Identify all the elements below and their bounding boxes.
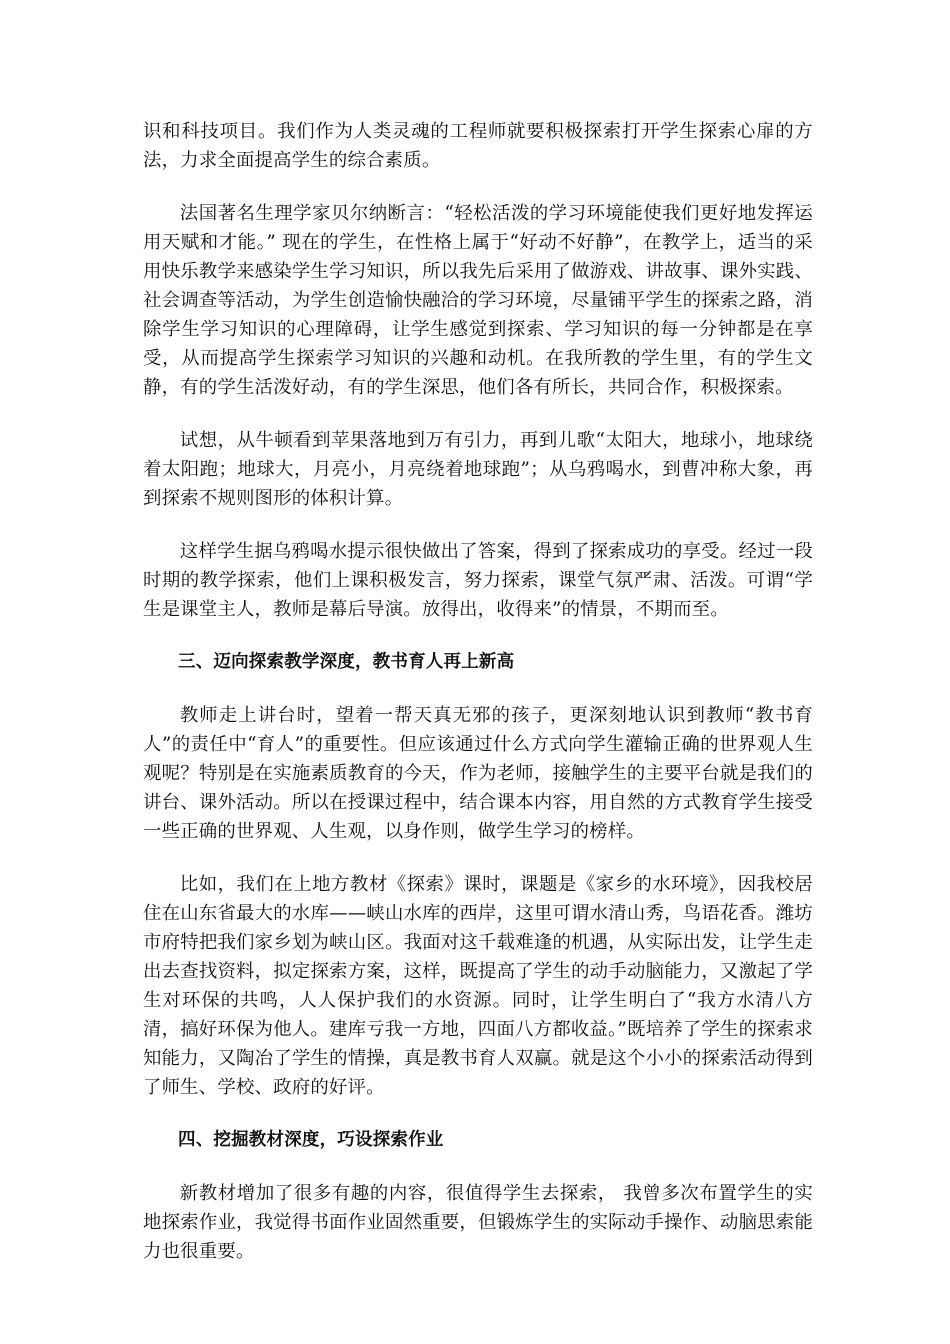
paragraph-teacher-role: 教师走上讲台时，望着一帮天真无邪的孩子，更深刻地认识到教师“教书育人”的责任中“育人”的重要性。但应该通过什么方式向学生灌输正确的世界观人生观呢？特别是在实施素质教育的今天，作为老师，接触学生的主要平台就是我们的讲台、课外活动。所以在授课过程中，结合课本内容，用自然的方式教育学生接受一些正确的世界观、人生观，以身作则，做学生学习的榜样。 xyxy=(143,705,813,842)
paragraph-water-environment: 比如，我们在上地方教材《探索》课时，课题是《家乡的水环境》，因我校居住在山东省最大的水库——峡山水库的西岸，这里可谓水清山秀，鸟语花香。潍坊市府特把我们家乡划为峡山区。我面对这千载难逢的机遇，从实际出发，让学生走出去查找资料，拟定探索方案，这样，既提高了学生的动手动脑能力，又激起了学生对环保的共鸣，人人保护我们的水资源。同时，让学生明白了“我方水清八方清，搞好环保为他人。建库亏我一方地，四面八方都收益。”既培养了学生的探索求知能力，又陶冶了学生的情操，真是教书育人双赢。就是这个小小的探索活动得到了师生、学校、政府的好评。 xyxy=(143,874,813,1098)
document-body xyxy=(143,117,813,1290)
paragraph-bernard-quote: 法国著名生理学家贝尔纳断言：“轻松活泼的学习环境能使我们更好地发挥运用天赋和才能。” 现在的学生，在性格上属于“好动不好静”，在教学上，适当的采用快乐教学来感染学生学习知识，所以我先后采用了做游戏、讲故事、课外实践、社会调查等活动，为学生创造愉快融洽的学习环境，尽量铺平学生的探索之路，消除学生学习知识的心理障碍，让学生感觉到探索、学习知识的每一分钟都是在享受，从而提高学生探索学习知识的兴趣和动机。在我所教的学生里，有的学生文静，有的学生活泼好动，有的学生深思，他们各有所长，共同合作，积极探索。 xyxy=(143,203,813,398)
section-heading-four: 四、挖掘教材深度，巧设探索作业 xyxy=(178,1130,444,1150)
section-heading-three: 三、迈向探索教学深度，教书育人再上新高 xyxy=(178,652,515,672)
paragraph-newton-example: 试想，从牛顿看到苹果落地到万有引力，再到儿歌“太阳大，地球小，地球绕着太阳跑；地球大，月亮小，月亮绕着地球跑”；从乌鸦喝水，到曹冲称大象，再到探索不规则图形的体积计算。 xyxy=(143,430,813,509)
paragraph-continuation: 识和科技项目。我们作为人类灵魂的工程师就要积极探索打开学生探索心扉的方法，力求全面提高学生的综合素质。 xyxy=(143,121,813,171)
paragraph-classroom-result: 这样学生据乌鸦喝水提示很快做出了答案，得到了探索成功的享受。经过一段时期的教学探索，他们上课积极发言，努力探索，课堂气氛严肃、活泼。可谓“学生是课堂主人，教师是幕后导演。放得出，收得来”的情景，不期而至。 xyxy=(143,541,813,620)
paragraph-homework: 新教材增加了很多有趣的内容，很值得学生去探索， 我曾多次布置学生的实地探索作业，我觉得书面作业固然重要，但锻炼学生的实际动手操作、动脑思索能力也很重要。 xyxy=(143,1183,813,1262)
